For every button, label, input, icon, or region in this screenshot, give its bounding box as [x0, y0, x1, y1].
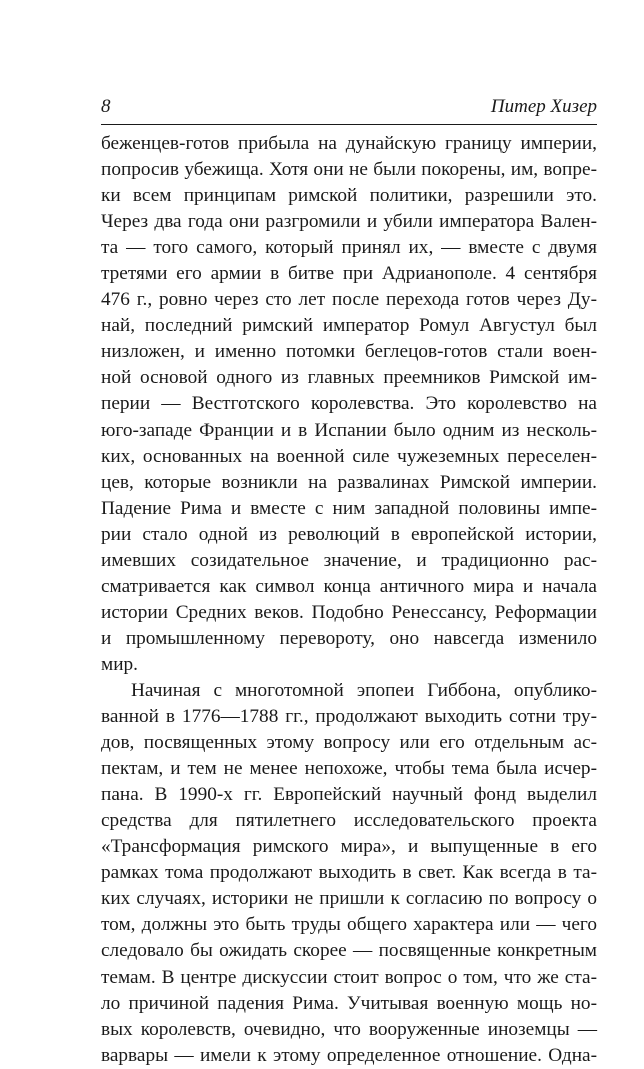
- text-line: темам. В центре дискуссии стоит вопрос о том, что же ста-: [101, 966, 597, 988]
- text-line: сматривается как символ конца античного мира и начала: [101, 575, 597, 597]
- text-line: Начиная с многотомной эпопеи Гиббона, опублико-: [131, 679, 597, 701]
- text-line: Падение Рима и вместе с ним западной половины импе-: [101, 497, 597, 519]
- text-line: и промышленному перевороту, оно навсегда изменило: [101, 627, 597, 649]
- text-line: мир.: [101, 653, 138, 675]
- body-text: [101, 131, 597, 1069]
- text-line: беженцев-готов прибыла на дунайскую границу империи,: [101, 133, 597, 154]
- page-number: 8: [101, 96, 111, 117]
- text-line: Через два года они разгромили и убили императора Вален-: [101, 211, 597, 233]
- running-head: [101, 96, 597, 122]
- text-line: истории Средних веков. Подобно Ренессансу, Реформации: [101, 601, 597, 623]
- text-line: следовало бы ожидать скорее — посвященные конкретным: [101, 940, 597, 962]
- text-line: пана. В 1990-х гг. Европейский научный фонд выделил: [101, 784, 597, 806]
- text-line: перии — Вестготского королевства. Это королевство на: [101, 393, 597, 415]
- paragraph: [101, 131, 597, 678]
- text-line: ванной в 1776—1788 гг., продолжают выходить сотни тру-: [101, 706, 597, 728]
- running-head-author: Питер Хизер: [490, 96, 597, 117]
- text-line: рии стало одной из революций в европейской истории,: [101, 523, 597, 545]
- text-line: ких, основанных на военной силе чужеземных переселен-: [101, 445, 597, 467]
- text-line: третями его армии в битве при Адрианополе. 4 сентября: [101, 263, 597, 285]
- text-line: средства для пятилетнего исследовательского проекта: [101, 810, 597, 832]
- text-line: та — того самого, который принял их, — вместе с двумя: [101, 237, 597, 259]
- text-line: юго-западе Франции и в Испании было одним из несколь-: [101, 419, 597, 441]
- text-line: ной основой одного из главных преемников Римской им-: [101, 367, 597, 389]
- text-line: том, должны это быть труды общего характера или — чего: [101, 914, 597, 936]
- text-line: попросив убежища. Хотя они не были покорены, им, вопре-: [101, 159, 597, 181]
- text-line: рамках тома продолжают выходить в свет. Как всегда в та-: [101, 862, 597, 884]
- text-line: цев, которые возникли на развалинах Римской империи.: [101, 471, 597, 493]
- text-line: ло причиной падения Рима. Учитывая военную мощь но-: [101, 992, 597, 1014]
- text-line: варвары — имели к этому определенное отношение. Одна-: [101, 1044, 597, 1066]
- text-line: 476 г., ровно через сто лет после перехода готов через Ду-: [101, 289, 597, 311]
- text-line: най, последний римский император Ромул Августул был: [101, 315, 597, 337]
- text-line: вых королевств, очевидно, что вооруженные иноземцы —: [101, 1018, 597, 1040]
- text-line: низложен, и именно потомки беглецов-готов стали воен-: [101, 341, 597, 363]
- text-line: имевших созидательное значение, и традиционно рас-: [101, 549, 597, 571]
- text-line: пектам, и тем не менее непохоже, чтобы тема была исчер-: [101, 758, 597, 780]
- header-rule: [101, 124, 597, 125]
- paragraph: [101, 678, 597, 1069]
- text-line: «Трансформация римского мира», и выпущенные в его: [101, 836, 597, 858]
- text-line: ких случаях, историки не пришли к согласию по вопросу о: [101, 888, 597, 910]
- text-line: ки всем принципам римской политики, разрешили это.: [101, 185, 597, 207]
- text-line: дов, посвященных этому вопросу или его отдельным ас-: [101, 732, 597, 754]
- book-page: [101, 96, 597, 1069]
